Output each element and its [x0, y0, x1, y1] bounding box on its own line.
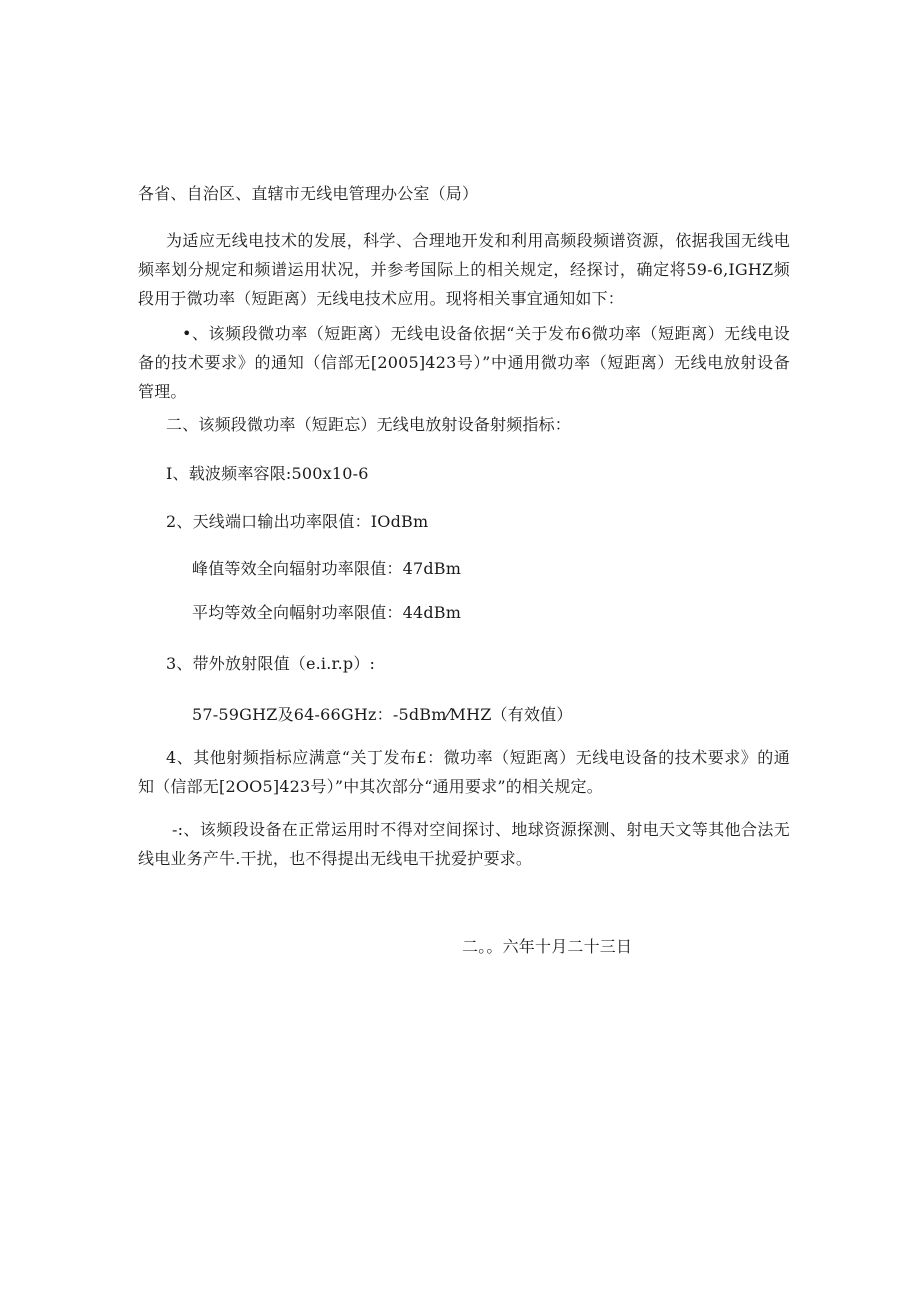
document-date: 二。。六年十月二十三日: [462, 937, 633, 956]
spec-carrier-tolerance: I、载波频率容限:500x10-6: [166, 464, 369, 483]
item-2-heading: 二、该频段微功率（短距忘）无线电放射设备射频指标：: [166, 415, 572, 434]
spec-out-of-band: 3、带外放射限值（e.i.r.p）:: [166, 654, 376, 673]
spec-other-requirements: 4、其他射频指标应满意“关丁发布£：微功率（短距离）无线电设备的技术要求》的通知（信部无[2OO5]423号）”中其次部分“通用要求”的相关规定。: [138, 748, 790, 796]
item-1-paragraph: •、该频段微功率（短距离）无线电设备依据“关于发布6微功率（短距离）无线电设备的技术要求》的通知（信部无[2005]423号）”中通用微功率（短距离）无线电放射设备管理。: [138, 324, 790, 401]
spec-antenna-power: 2、天线端口输出功率限值：IOdBm: [166, 512, 429, 531]
item-3-paragraph: -:、该频段设备在正常运用时不得对空间探讨、地球资源探测、射电天文等其他合法无线电业务产牛.干扰，也不得提出无线电干扰爱护要求。: [138, 820, 790, 868]
intro-paragraph: 为适应无线电技术的发展，科学、合理地开发和利用高频段频谱资源，依据我国无线电频率划分规定和频谱运用状况，并参考国际上的相关规定，经探讨，确定将59-6,IGHZ频段用于微功率（短距离）无线电技术应用。现将相关事宜通知如下：: [138, 231, 790, 308]
spec-peak-eirp: 峰值等效全向辐射功率限值：47dBm: [192, 559, 462, 578]
salutation: 各省、自治区、直辖市无线电管理办公室（局）: [138, 184, 479, 203]
spec-out-of-band-value: 57-59GHZ及64-66GHz：-5dBm⁄MHZ（有效值）: [192, 705, 573, 724]
spec-average-eirp: 平均等效全向幅射功率限值：44dBm: [192, 603, 462, 622]
